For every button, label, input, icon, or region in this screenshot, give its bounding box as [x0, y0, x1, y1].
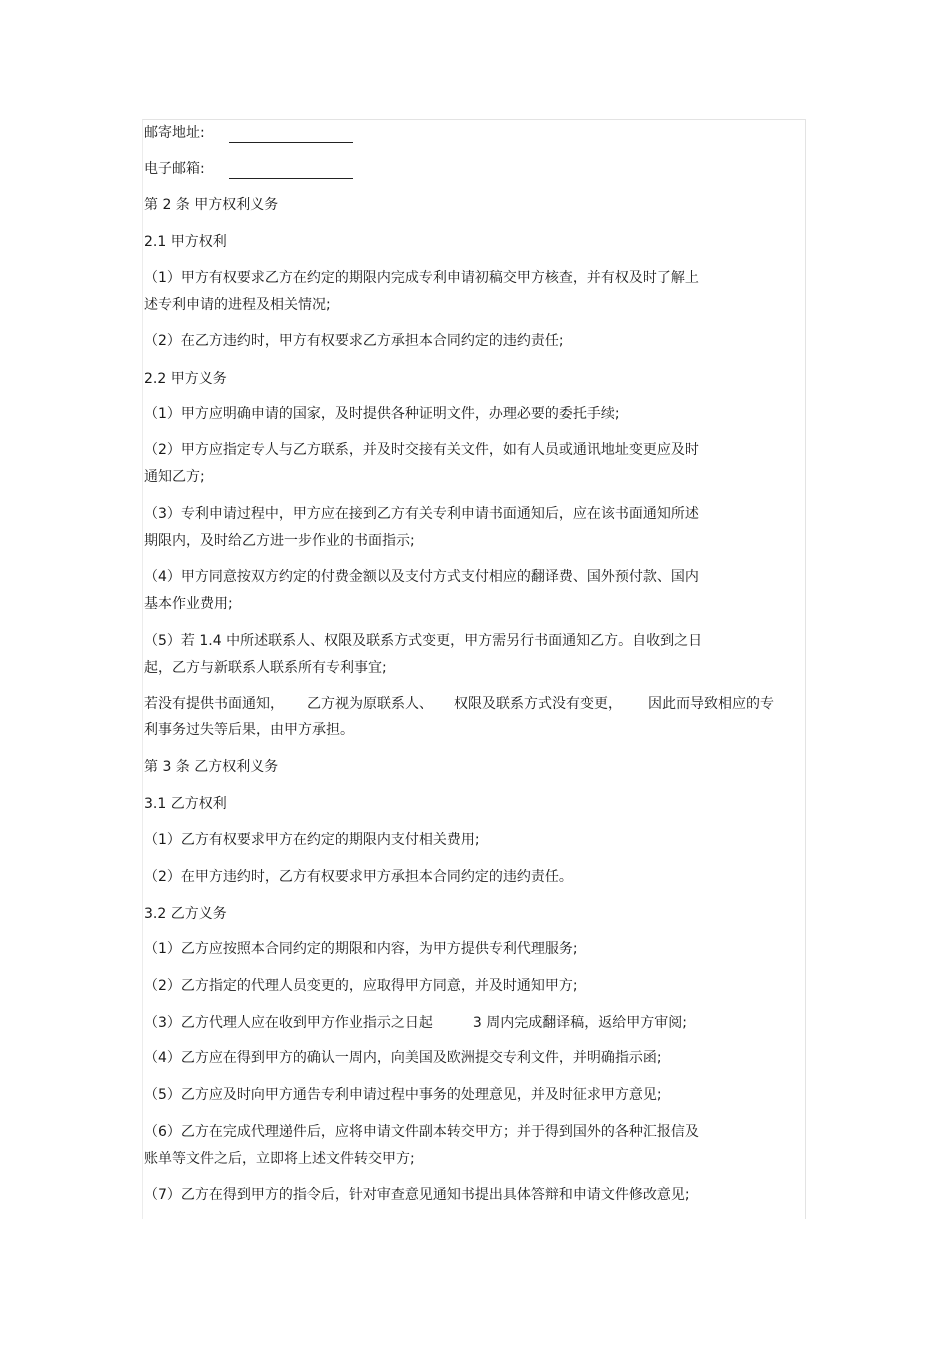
- section-2-1-item-2: （2）在乙方违约时，甲方有权要求乙方承担本合同约定的违约责任;: [144, 333, 564, 349]
- item-3-part-2: 3 周内完成翻译稿，返给甲方审阅;: [472, 1015, 687, 1031]
- article-2-note-line-1: [144, 696, 774, 712]
- section-2-1-title: 2.1 甲方权利: [144, 234, 227, 250]
- section-3-2-item-2: （2）乙方指定的代理人员变更的，应取得甲方同意，并及时通知甲方;: [144, 978, 578, 994]
- section-3-2-item-6-line-2: 账单等文件之后，立即将上述文件转交甲方;: [144, 1151, 415, 1167]
- mailing-address-label: 邮寄地址:: [144, 125, 205, 141]
- article-2-note-line-2: 利事务过失等后果，由甲方承担。: [144, 722, 354, 738]
- section-3-2-item-3: [144, 1015, 687, 1031]
- section-2-2-item-2-line-2: 通知乙方;: [144, 469, 205, 485]
- section-2-2-item-3-line-2: 期限内，及时给乙方进一步作业的书面指示;: [144, 533, 415, 549]
- mailing-address-blank[interactable]: [229, 142, 353, 143]
- item-3-part-1: （3）乙方代理人应在收到甲方作业指示之日起: [144, 1015, 433, 1031]
- section-3-2-item-6-line-1: （6）乙方在完成代理递件后，应将申请文件副本转交甲方；并于得到国外的各种汇报信及: [144, 1124, 699, 1140]
- section-2-2-item-2-line-1: （2）甲方应指定专人与乙方联系，并及时交接有关文件，如有人员或通讯地址变更应及时: [144, 442, 699, 458]
- section-3-1-item-2: （2）在甲方违约时，乙方有权要求甲方承担本合同约定的违约责任。: [144, 869, 573, 885]
- section-3-2-item-4: （4）乙方应在得到甲方的确认一周内，向美国及欧洲提交专利文件，并明确指示函;: [144, 1050, 662, 1066]
- section-2-2-item-5-line-1: （5）若 1.4 中所述联系人、权限及联系方式变更，甲方需另行书面通知乙方。自收到之日: [144, 633, 703, 649]
- section-2-2-title: 2.2 甲方义务: [144, 371, 227, 387]
- article-2-title: 第 2 条 甲方权利义务: [144, 197, 279, 213]
- section-2-2-item-5-line-2: 起，乙方与新联系人联系所有专利事宜;: [144, 660, 387, 676]
- section-3-1-title: 3.1 乙方权利: [144, 796, 227, 812]
- section-2-1-item-1-line-1: （1）甲方有权要求乙方在约定的期限内完成专利申请初稿交甲方核查，并有权及时了解上: [144, 270, 699, 286]
- section-2-2-item-4-line-2: 基本作业费用;: [144, 596, 233, 612]
- section-2-1-item-1-line-2: 述专利申请的进程及相关情况;: [144, 297, 331, 313]
- section-3-1-item-1: （1）乙方有权要求甲方在约定的期限内支付相关费用;: [144, 832, 480, 848]
- section-2-2-item-3-line-1: （3）专利申请过程中，甲方应在接到乙方有关专利申请书面通知后，应在该书面通知所述: [144, 506, 699, 522]
- note-part-4: 因此而导致相应的专: [648, 696, 774, 712]
- email-label: 电子邮箱:: [144, 161, 205, 177]
- note-part-1: 若没有提供书面通知，: [144, 696, 284, 712]
- section-3-2-item-1: （1）乙方应按照本合同约定的期限和内容，为甲方提供专利代理服务;: [144, 941, 578, 957]
- section-2-2-item-4-line-1: （4）甲方同意按双方约定的付费金额以及支付方式支付相应的翻译费、国外预付款、国内: [144, 569, 699, 585]
- note-part-3: 权限及联系方式没有变更，: [454, 696, 622, 712]
- article-3-title: 第 3 条 乙方权利义务: [144, 759, 279, 775]
- section-3-2-title: 3.2 乙方义务: [144, 906, 227, 922]
- note-part-2: 乙方视为原联系人、: [307, 696, 433, 712]
- email-blank[interactable]: [229, 178, 353, 179]
- section-2-2-item-1: （1）甲方应明确申请的国家，及时提供各种证明文件，办理必要的委托手续;: [144, 406, 620, 422]
- section-3-2-item-5: （5）乙方应及时向甲方通告专利申请过程中事务的处理意见，并及时征求甲方意见;: [144, 1087, 662, 1103]
- section-3-2-item-7: （7）乙方在得到甲方的指令后，针对审查意见通知书提出具体答辩和申请文件修改意见;: [144, 1187, 690, 1203]
